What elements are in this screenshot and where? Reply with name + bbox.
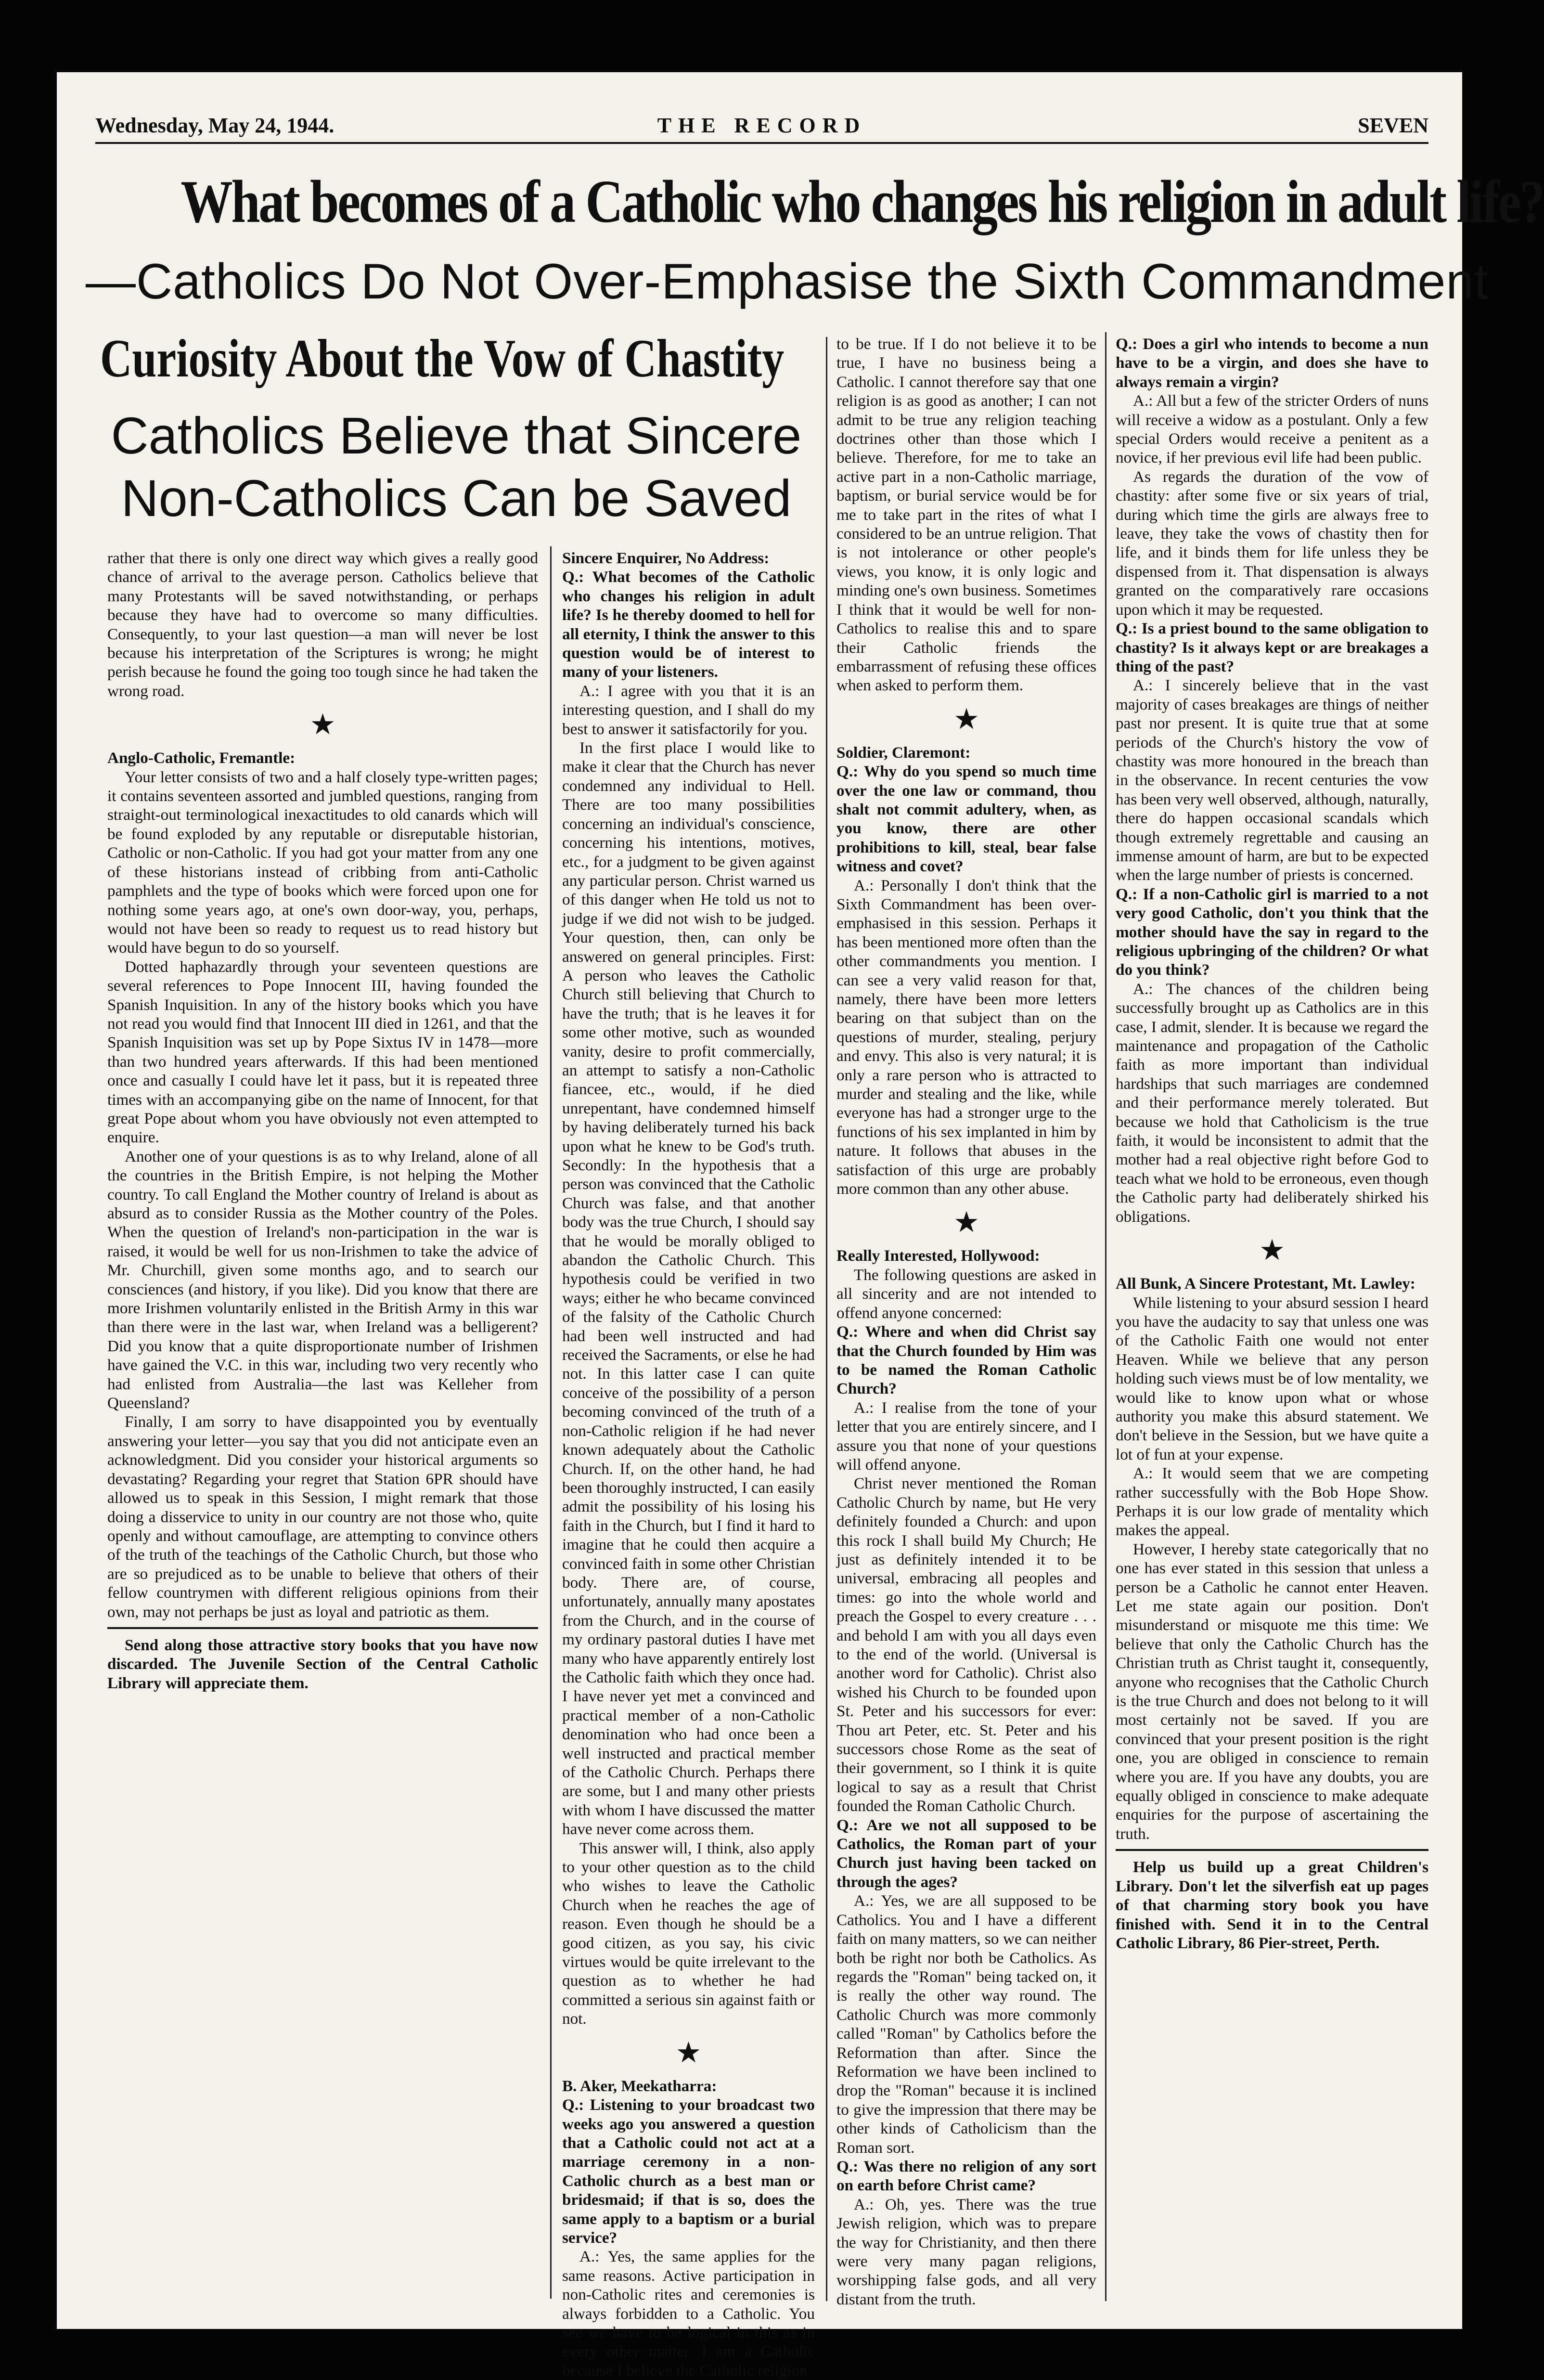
answer: A.: I sincerely believe that in the vast majority of cases breakages are things of neither past nor present. It is quite true that at some periods of the Church's history the vow of chastity was more honoured in the breach than in the observance. In recent centuries the vow has been very well observed, although, naturally, there do happen occasional scandals which though extremely regrettable and causing an immense amount of harm, are but to be expected when the large number of priests is concerned. (1116, 676, 1428, 884)
issue-date: Wednesday, May 24, 1944. (95, 114, 335, 137)
paragraph: Finally, I am sorry to have disappointed you by eventually answering your letter—you say that you did not anticipate even an acknowledgment. Did you consider your historical arguments so devastating? Regarding your regret that Station 6PR should have allowed us to speak in this Session, I might remark that those doing a disservice to unity in our country are not those who, quite openly and without camouflage, are attempting to convince others of the truth of the teachings of the Catholic Church, but those who are so prejudiced as to be unable to believe that others of their fellow countrymen with different religious opinions from their own, may not perhaps be just as loyal and patriotic as them. (107, 1413, 538, 1621)
newspaper-page (57, 72, 1544, 2380)
question: Q.: Are we not all supposed to be Catholics, the Roman part of your Church just having been tacked on through the ages? (836, 1816, 1096, 1891)
star-divider: ★ (953, 1206, 979, 1239)
column-3 (836, 335, 1096, 2308)
letter-heading: B. Aker, Meekatharra: (562, 2077, 717, 2095)
box-subtitle: Catholics Believe that Sincere Non-Catholics Can be Saved (111, 406, 802, 527)
letter-heading: All Bunk, A Sincere Protestant, Mt. Lawley: (1116, 1275, 1415, 1293)
answer: A.: It would seem that we are competing rather successfully with the Bob Hope Show. Perhaps it is our low grade of mentality which makes the appeal. (1116, 1464, 1428, 1539)
answer: A.: Personally I don't think that the Sixth Commandment has been over-emphasised in this session. Perhaps it has been mentioned more often than the other commandments you mention. I can see a very valid reason for that, namely, there have been more letters bearing on that subject than on the questions of murder, stealing, perjury and envy. This also is very natural; it is only a rare person who is attracted to murder and stealing and the like, while everyone has had a stronger urge to the functions of his sex implanted in him by nature. It follows that abuses in the satisfaction of this urge are probably more common than any other abuse. (836, 876, 1096, 1198)
letter-heading: Sincere Enquirer, No Address: (562, 549, 770, 567)
library-appeal: Help us build up a great Children's Library. Don't let the silverfish eat up pages of that charming story book you have finished with. Send it in to the Central Catholic Library, 86 Pier-street, Perth. (1116, 1849, 1428, 1953)
paragraph: While listening to your absurd session I heard you have the audacity to say that unless one was of the Catholic Faith one would not enter Heaven. While we believe that any person holding such views must be of low mentality, we would like to know upon what or whose authority you make this absurd statement. We don't believe in the Session, but we have quite a lot of fun at your expense. (1116, 1293, 1428, 1463)
sub-headline: —Catholics Do Not Over-Emphasise the Sixth Commandment (86, 254, 1489, 310)
column-rule (550, 546, 552, 2299)
paragraph: The following questions are asked in all sincerity and are not intended to offend anyone concerned: (836, 1266, 1096, 1322)
answer: A.: I agree with you that it is an interesting question, and I shall do my best to answer it satisfactorily for you. (562, 682, 815, 738)
question: Q.: If a non-Catholic girl is married to a not very good Catholic, don't you think that the mother should have the say in regard to the religious upbringing of the children? Or what do you think? (1116, 885, 1428, 979)
paragraph: Your letter consists of two and a half closely type-written pages; it contains seventeen assorted and jumbled questions, ranging from straight-out terminological inexactitudes to old canards which will be found exploded by any reputable or disreputable historian, Catholic or non-Catholic. If you had got your matter from any one of these historians instead of cribbing from anti-Catholic pamphlets and the type of books which were forced upon one for nothing some years ago, at one's own door-way, you, perhaps, would not have been so ready to request us to read history but would have begun to do so yourself. (107, 768, 538, 957)
answer: A.: All but a few of the stricter Orders of nuns will receive a widow as a postulant. Only a few special Orders would receive a penitent as a novice, if her previous evil life had been public. (1116, 392, 1428, 467)
question: Q.: Where and when did Christ say that the Church founded by Him was to be named the Roman Catholic Church? (836, 1323, 1096, 1398)
column-rule (1105, 332, 1107, 2301)
main-headline: What becomes of a Catholic who changes his religion in adult life? (180, 168, 1544, 235)
paragraph: Dotted haphazardly through your seventeen questions are several references to Pope Innocent III, having founded the Spanish Inquisition. In any of the history books which you have not read you would find that Innocent III died in 1261, and that the Spanish Inquisition was set up by Pope Sixtus IV in 1478—more than two hundred years afterwards. If this had been mentioned once and casually I could have let it pass, but it is repeated three times with an accompanying gibe on the name of Innocent, for that great Pope about whom you have obviously not even attempted to enquire. (107, 957, 538, 1147)
paragraph: As regards the duration of the vow of chastity: after some five or six years of trial, during which time the girls are always free to leave, they take the vows of chastity then for life, and it binds them for life unless they be dispensed from it. That dispensation is always granted on the comparatively rare occasions upon which it may be requested. (1116, 467, 1428, 619)
letter-heading: Soldier, Claremont: (836, 743, 971, 762)
star-divider: ★ (309, 709, 336, 741)
star-divider: ★ (675, 2036, 702, 2069)
paper-name: THE RECORD (657, 114, 867, 137)
paragraph: to be true. If I do not believe it to be true, I have no business being a Catholic. I cannot therefore say that one religion is as good as another; I can not admit to be true any religion teaching doctrines other than those which I believe. Therefore, for me to take an active part in a non-Catholic marriage, baptism, or burial service would be for me to take part in the rites of what I considered to be an untrue religion. That is not intolerance or other people's views, you know, it is only logic and minding one's own business. Sometimes I think that it would be well for non-Catholics to realise this and to spare their Catholic friends the embarrassment of refusing these offices when asked to perform them. (836, 335, 1096, 695)
answer: A.: The chances of the children being successfully brought up as Catholics are in this case, I admit, slender. It is because we regard the maintenance and propagation of the Catholic faith as more important than individual hardships that such marriages are condemned and their performance merely tolerated. But because we hold that Catholicism is the true faith, it would be inconsistent to admit that the mother had a real objective right before God to teach what we hold to be erroneous, even though the Catholic party had deliberately shirked his obligations. (1116, 980, 1428, 1226)
question: Q.: Why do you spend so much time over the one law or command, thou shalt not commit adultery, when, as you know, there are other prohibitions to kill, steal, bear false witness and covet? (836, 763, 1096, 876)
question: Q.: Is a priest bound to the same obligation to chastity? Is it always kept or are breakages a thing of the past? (1116, 620, 1428, 675)
question: Q.: Was there no religion of any sort on earth before Christ came? (836, 2157, 1096, 2195)
library-appeal: Send along those attractive story books that you have now discarded. The Juvenile Section of the Central Catholic Library will appreciate them. (107, 1627, 538, 1693)
box-title: Curiosity About the Vow of Chastity (100, 329, 785, 388)
column-1 (107, 549, 538, 2301)
answer: A.: I realise from the tone of your letter that you are entirely sincere, and I assure you that none of your questions will offend anyone. (836, 1398, 1096, 1474)
paragraph: Another one of your questions is as to why Ireland, alone of all the countries in the British Empire, is not helping the Mother country. To call England the Mother country of Ireland is about as absurd as to consider Russia as the Mother country of the Poles. When the question of Ireland's non-participation in the war is raised, it would be well for us non-Irishmen to take the advice of Mr. Churchill, given some months ago, and to search our consciences (and history, if you like). Did you know that there are more Irishmen voluntarily enlisted in the British Army in this war than there were in the last war, when Ireland was a belligerent? Did you know that a quite disproportionate number of Irishmen have gained the V.C. in this war, including two very recently who had enlisted from Australia—the last was Kelleher from Queensland? (107, 1147, 538, 1412)
letter-heading: Really Interested, Hollywood: (836, 1247, 1040, 1265)
column-4 (1116, 335, 1428, 2301)
answer: A.: Yes, the same applies for the same reasons. Active participation in non-Catholic rites and ceremonies is always forbidden to a Catholic. You see we have to be logical in this as in every other matter. I am a Catholic because I believe the Catholic religion (562, 2248, 815, 2380)
paragraph: This answer will, I think, also apply to your other question as to the child who wishes to leave the Catholic Church when he reaches the age of reason. Even though he should be a good citizen, as you say, his civic virtues would be quite irrelevant to the question as to whether he had committed a serious sin against faith or not. (562, 1839, 815, 2028)
star-divider: ★ (1259, 1234, 1285, 1267)
star-divider: ★ (953, 703, 979, 735)
column-2 (562, 549, 815, 2380)
paragraph: Christ never mentioned the Roman Catholic Church by name, but He very definitely founded a Church: and upon this rock I shall build My Church; He just as definitely intended it to be universal, embracing all peoples and times: go into the whole world and preach the Gospel to every creature . . . and behold I am with you all days even to the end of the world. (Universal is another word for Catholic). Christ also wished his Church to be founded upon St. Peter and his successors for ever: Thou art Peter, etc. St. Peter and his successors chose Rome as the seat of their government, so I think it is quite logical to say as a result that Christ founded the Roman Catholic Church. (836, 1475, 1096, 1815)
column-rule (826, 337, 827, 2301)
question: Q.: Listening to your broadcast two weeks ago you answered a question that a Catholic could not act at a marriage ceremony in a non-Catholic church as a best man or bridesmaid; if that is so, does the same apply to a baptism or a burial service? (562, 2096, 815, 2247)
page-number: SEVEN (1358, 114, 1428, 137)
letter-heading: Anglo-Catholic, Fremantle: (107, 749, 296, 767)
paragraph: However, I hereby state categorically that no one has ever stated in this session that unless a person be a Catholic he cannot enter Heaven. Let me state again our position. Don't misunderstand or misquote me this time: We believe that only the Catholic Church has the Christian truth as Christ taught it, consequently, anyone who recognises that the Catholic Church is the true Church and does not belong to it will most certainly not be saved. If you are convinced that your present position is the right one, you are obliged in conscience to remain where you are. If you have any doubts, you are equally obliged in conscience to make adequate enquiries for the purpose of ascertaining the truth. (1116, 1540, 1428, 1843)
question: Q.: What becomes of the Catholic who changes his religion in adult life? Is he thereby doomed to hell for all eternity, I think the answer to this question would be of interest to many of your listeners. (562, 568, 815, 681)
answer: A.: Oh, yes. There was the true Jewish religion, which was to prepare the way for Christianity, and then there were very many pagan religions, worshipping false gods, and all very distant from the truth. (836, 2195, 1096, 2308)
masthead (95, 113, 1428, 144)
answer: A.: Yes, we are all supposed to be Catholics. You and I have a different faith on many matters, so we can neither both be right nor both be Catholics. As regards the "Roman" being tacked on, it is really the other way round. The Catholic Church was more commonly called "Roman" by Catholics before the Reformation than after. Since the Reformation we have been inclined to drop the "Roman" because it is inclined to give the impression that there may be other kinds of Catholicism than the Roman sort. (836, 1892, 1096, 2157)
paragraph: rather that there is only one direct way which gives a really good chance of arrival to the average person. Catholics believe that many Protestants will be saved notwithstanding, or perhaps because they have had to overcome so many difficulties. Consequently, to your last question—a man will never be lost because his interpretation of the Scriptures is wrong; he might perish because he found the going too tough since he had taken the wrong road. (107, 549, 538, 700)
question: Q.: Does a girl who intends to become a nun have to be a virgin, and does she have to always remain a virgin? (1116, 335, 1428, 391)
paragraph: In the first place I would like to make it clear that the Church has never condemned any individual to Hell. There are too many possibilities concerning an individual's conscience, concerning his intentions, motives, etc., for a judgment to be given against any particular person. Christ warned us of this danger when He told us not to judge if we did not wish to be judged. Your question, then, can only be answered on general principles. First: A person who leaves the Catholic Church still believing that Church to have the truth; that is he leaves it for some other motive, such as wounded vanity, desire to profit commercially, an attempt to satisfy a non-Catholic fiancee, etc., would, if he died unrepentant, have condemned himself by having deliberately turned his back upon what he knew to be God's truth. Secondly: In the hypothesis that a person was convinced that the Catholic Church was false, and that another body was the true Church, I should say that he would be morally obliged to abandon the Catholic Church. This hypothesis could be verified in two ways; either he who became convinced of the falsity of the Catholic Church had been well instructed and had received the Sacraments, or else he had not. In this latter case I can quite conceive of the possibility of a person becoming convinced of the truth of a non-Catholic religion if he had never known adequately about the Catholic Church. If, on the other hand, he had been thoroughly instructed, I can easily admit the possibility of his losing his faith in the Church, but I find it hard to imagine that he could then acquire a convinced faith in some other Christian body. There are, of course, unfortunately, annually many apostates from the Church, and in the course of my ordinary pastoral duties I have met many who have apparently entirely lost the Catholic faith which they once had. I have never yet met a convinced and practical member of a non-Catholic denomination who had once been a well instructed and practical member of the Catholic Church. Perhaps there are some, but I and many other priests with whom I have discussed the matter have never come across them. (562, 739, 815, 1838)
